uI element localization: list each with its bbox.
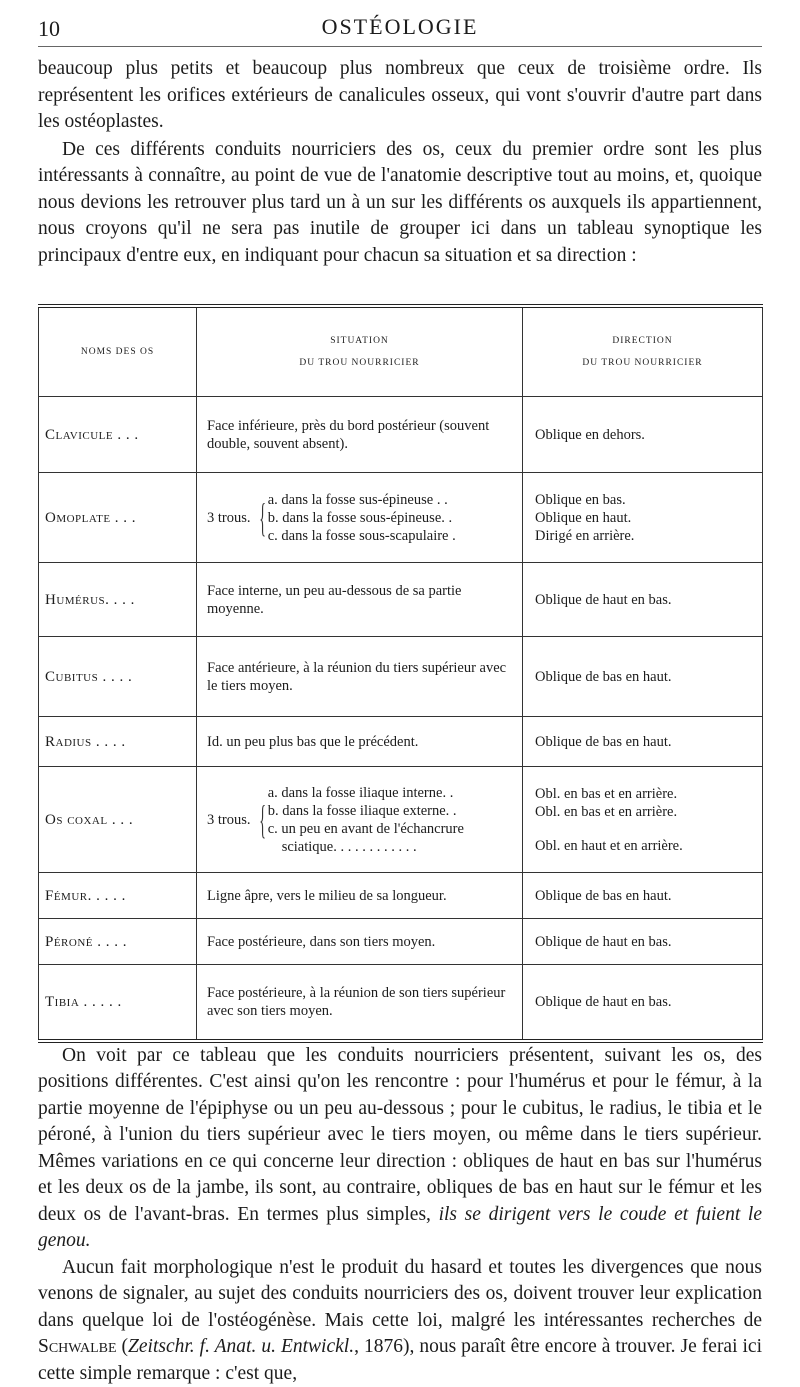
situation-cell: Face antérieure, à la réunion du tiers supérieur avec le tiers moyen. [197, 637, 523, 717]
header-situation: SITUATION DU TROU NOURRICIER [197, 306, 523, 397]
author-name: Schwalbe [38, 1336, 117, 1357]
situation-item: a. dans la fosse iliaque interne. . [268, 784, 464, 802]
bone-name: Os coxal . . . [39, 767, 197, 873]
situation-item: c. dans la fosse sous-scapulaire . [268, 527, 456, 545]
bone-name: Clavicule . . . [39, 397, 197, 473]
direction-item: Obl. en bas et en arrière. [535, 803, 750, 821]
synoptic-table [38, 304, 763, 1043]
direction-gap [535, 821, 750, 837]
synoptic-table-wrapper [38, 304, 762, 1043]
body-paragraph-3: On voit par ce tableau que les conduits nourriciers présentent, suivant les os, des positions différentes. C'est ainsi qu'on les rencontre : pour l'humérus et pour le fémur, à la partie moyenne de l'épiphyse ou un peu au-dessous ; pour le cubitus, le radius, le tibia et le péroné, à l'union du tiers supérieur avec le tiers moyen, ou même dans le tiers supérieur. Mêmes variations en ce qui concerne leur direction : obliques de haut en bas sur l'humérus et les deux os de la jambe, ils sont, au contraire, obliques de bas en haut sur le fémur et les deux os de l'avant-bras. En termes plus simples, ils se dirigent vers le coude et fuient le genou. [38, 1043, 762, 1255]
intro-paragraph-1: beaucoup plus petits et beaucoup plus nombreux que ceux de troisième ordre. Ils représentent les orifices extérieurs de canalicules osseux, qui vont s'ouvrir d'autre part dans les ostéoplastes. [38, 56, 762, 136]
direction-item: Obl. en haut et en arrière. [535, 837, 750, 855]
situation-item: a. dans la fosse sus-épineuse . . [268, 491, 456, 509]
direction-item: Dirigé en arrière. [535, 527, 750, 545]
situation-cell: Ligne âpre, vers le milieu de sa longueur. [197, 873, 523, 919]
situation-item: b. dans la fosse iliaque externe. . [268, 802, 464, 820]
bone-name: Radius . . . . [39, 717, 197, 767]
direction-item: Obl. en bas et en arrière. [535, 785, 750, 803]
intro-paragraph-2: De ces différents conduits nourriciers des os, ceux du premier ordre sont les plus intéressants à connaître, au point de vue de l'anatomie descriptive tout au moins, et, quoique nous devions les retrouver plus tard un à un sur les différents os auxquels ils appartiennent, nous croyons qu'il ne sera pas inutile de grouper ici dans un tableau synoptique les principaux d'entre eux, en indiquant pour chacun sa situation et sa direction : [38, 137, 762, 270]
table-row-cubitus [39, 637, 763, 717]
table-row-tibia [39, 965, 763, 1041]
holes-count: 3 trous. [207, 509, 257, 527]
table-row-radius [39, 717, 763, 767]
situation-cell: Face postérieure, dans son tiers moyen. [197, 919, 523, 965]
holes-count: 3 trous. [207, 811, 257, 829]
page-header [38, 0, 762, 56]
brace: { [259, 498, 266, 538]
direction-cell: Oblique de bas en haut. [523, 873, 763, 919]
situation-cell [197, 767, 523, 873]
situation-cell: Face inférieure, près du bord postérieur (souvent double, souvent absent). [197, 397, 523, 473]
direction-cell: Oblique de bas en haut. [523, 637, 763, 717]
situation-item: c. un peu en avant de l'échancrure [268, 820, 464, 838]
bone-name: Cubitus . . . . [39, 637, 197, 717]
running-title: OSTÉOLOGIE [38, 14, 762, 40]
direction-cell [523, 473, 763, 563]
direction-cell: Oblique de haut en bas. [523, 919, 763, 965]
direction-cell: Oblique en dehors. [523, 397, 763, 473]
bone-name: Péroné . . . . [39, 919, 197, 965]
situation-cell [197, 473, 523, 563]
table-row-femur [39, 873, 763, 919]
direction-item: Oblique en haut. [535, 509, 750, 527]
header-bone-names: NOMS DES OS [39, 306, 197, 397]
table-row-humerus [39, 563, 763, 637]
direction-cell: Oblique de haut en bas. [523, 965, 763, 1041]
bone-name: Humérus. . . . [39, 563, 197, 637]
situation-cell: Face interne, un peu au-dessous de sa partie moyenne. [197, 563, 523, 637]
emphasis-text: ils se dirigent vers le coude et fuient le genou. [38, 1204, 762, 1252]
table-row-omoplate [39, 473, 763, 563]
header-direction: DIRECTION DU TROU NOURRICIER [523, 306, 763, 397]
situation-item: sciatique. . . . . . . . . . . . [268, 838, 464, 856]
journal-citation: Zeitschr. f. Anat. u. Entwickl. [128, 1336, 354, 1357]
situation-item: b. dans la fosse sous-épineuse. . [268, 509, 456, 527]
page [38, 0, 762, 1387]
header-rule [38, 46, 762, 47]
table-row-os-coxal [39, 767, 763, 873]
bone-name: Fémur. . . . . [39, 873, 197, 919]
table-row-perone [39, 919, 763, 965]
body-paragraph-4: Aucun fait morphologique n'est le produit du hasard et toutes les divergences que nous venons de signaler, au sujet des conduits nourriciers des os, doivent trouver leur explication dans quelque loi de l'ostéogénèse. Mais cette loi, malgré les intéressantes recherches de Schwalbe (Zeitschr. f. Anat. u. Entwickl., 1876), nous paraît être encore à trouver. Je ferai ici cette simple remarque : c'est que, [38, 1255, 762, 1387]
page-number: 10 [38, 16, 60, 42]
brace: { [259, 800, 266, 840]
table-header-row [39, 306, 763, 397]
bone-name: Tibia . . . . . [39, 965, 197, 1041]
direction-item: Oblique en bas. [535, 491, 750, 509]
direction-cell: Oblique de bas en haut. [523, 717, 763, 767]
bone-name: Omoplate . . . [39, 473, 197, 563]
table-row-clavicule [39, 397, 763, 473]
situation-cell: Id. un peu plus bas que le précédent. [197, 717, 523, 767]
situation-cell: Face postérieure, à la réunion de son tiers supérieur avec son tiers moyen. [197, 965, 523, 1041]
direction-cell: Oblique de haut en bas. [523, 563, 763, 637]
direction-cell [523, 767, 763, 873]
